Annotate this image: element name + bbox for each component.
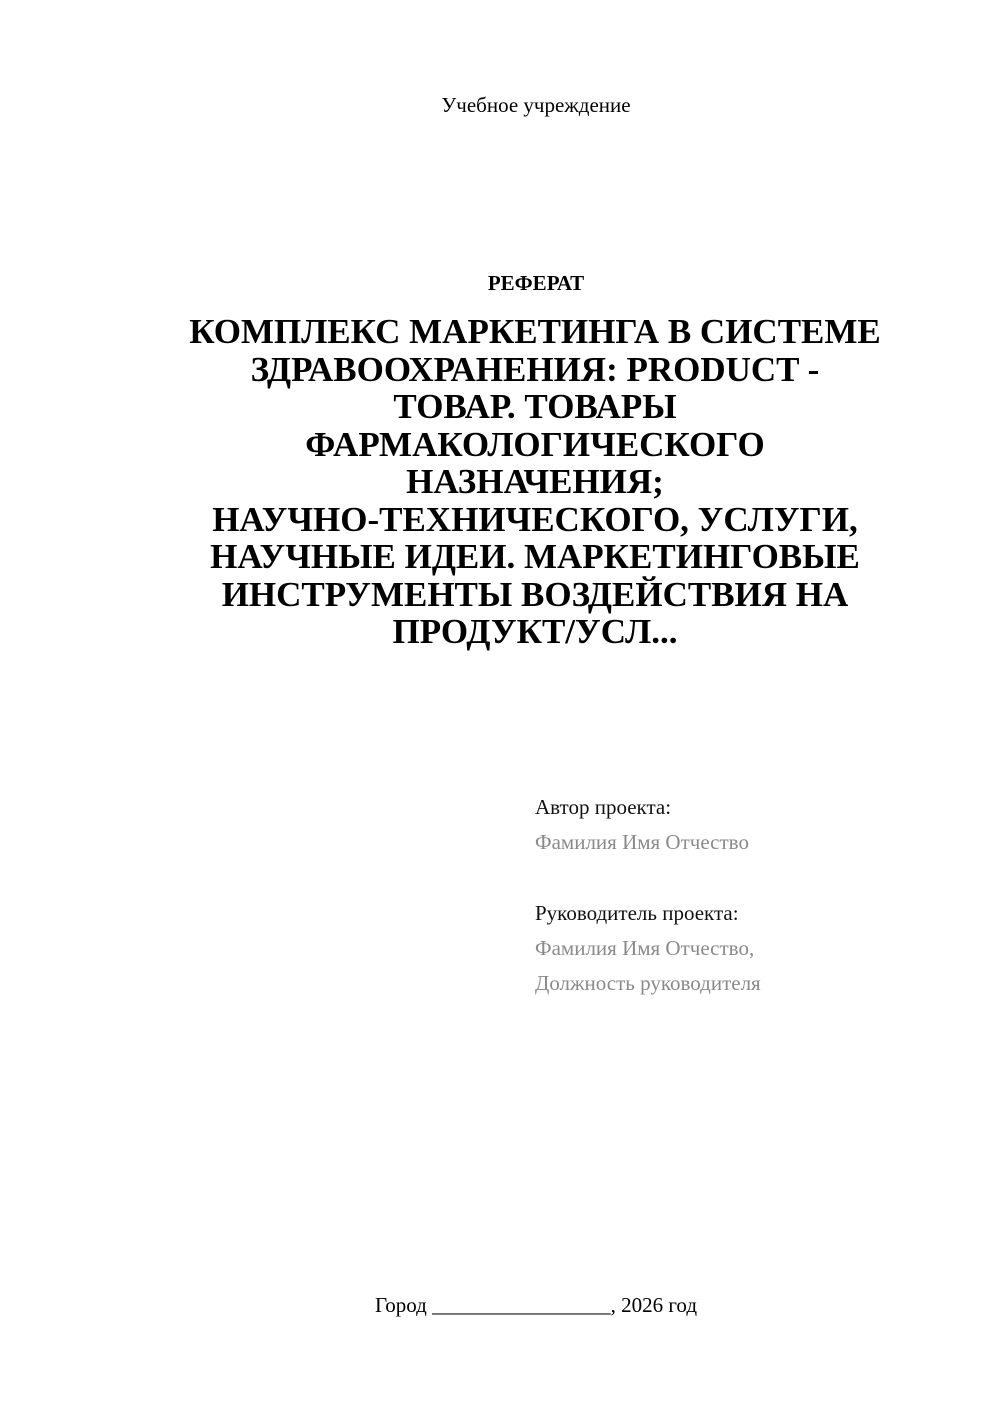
title-line: НАЗНАЧЕНИЯ; (406, 462, 664, 501)
title-line: КОМПЛЕКС МАРКЕТИНГА В СИСТЕМЕ (189, 312, 881, 351)
supervisor-position: Должность руководителя (535, 971, 761, 995)
title-line: НАУЧНЫЕ ИДЕИ. МАРКЕТИНГОВЫЕ (210, 537, 860, 576)
city-year-line (0, 1290, 1000, 1320)
title-line: ЗДРАВООХРАНЕНИЯ: PRODUCT - (250, 349, 820, 389)
document-title (135, 313, 935, 651)
supervisor-label: Руководитель проекта: (535, 901, 739, 925)
signature-spacer (535, 860, 975, 896)
title-line: ИНСТРУМЕНТЫ ВОЗДЕЙСТВИЯ НА (221, 574, 849, 614)
city-blank: _________________ (432, 1293, 611, 1317)
institution-name: Учебное учреждение (441, 93, 631, 117)
author-label: Автор проекта: (535, 795, 672, 819)
author-name: Фамилия Имя Отчество (535, 830, 749, 854)
title-line: ФАРМАКОЛОГИЧЕСКОГО (305, 424, 765, 464)
city-label: Город (374, 1293, 427, 1317)
signature-block (535, 790, 975, 1001)
title-line: ТОВАР. ТОВАРЫ (393, 387, 677, 426)
supervisor-name: Фамилия Имя Отчество, (535, 936, 755, 960)
title-line: НАУЧНО-ТЕХНИЧЕСКОГО, УСЛУГИ, (212, 499, 858, 539)
title-line: ПРОДУКТ/УСЛ... (392, 612, 678, 651)
document-type: РЕФЕРАТ (487, 271, 585, 295)
year-text: , 2026 год (610, 1293, 698, 1317)
